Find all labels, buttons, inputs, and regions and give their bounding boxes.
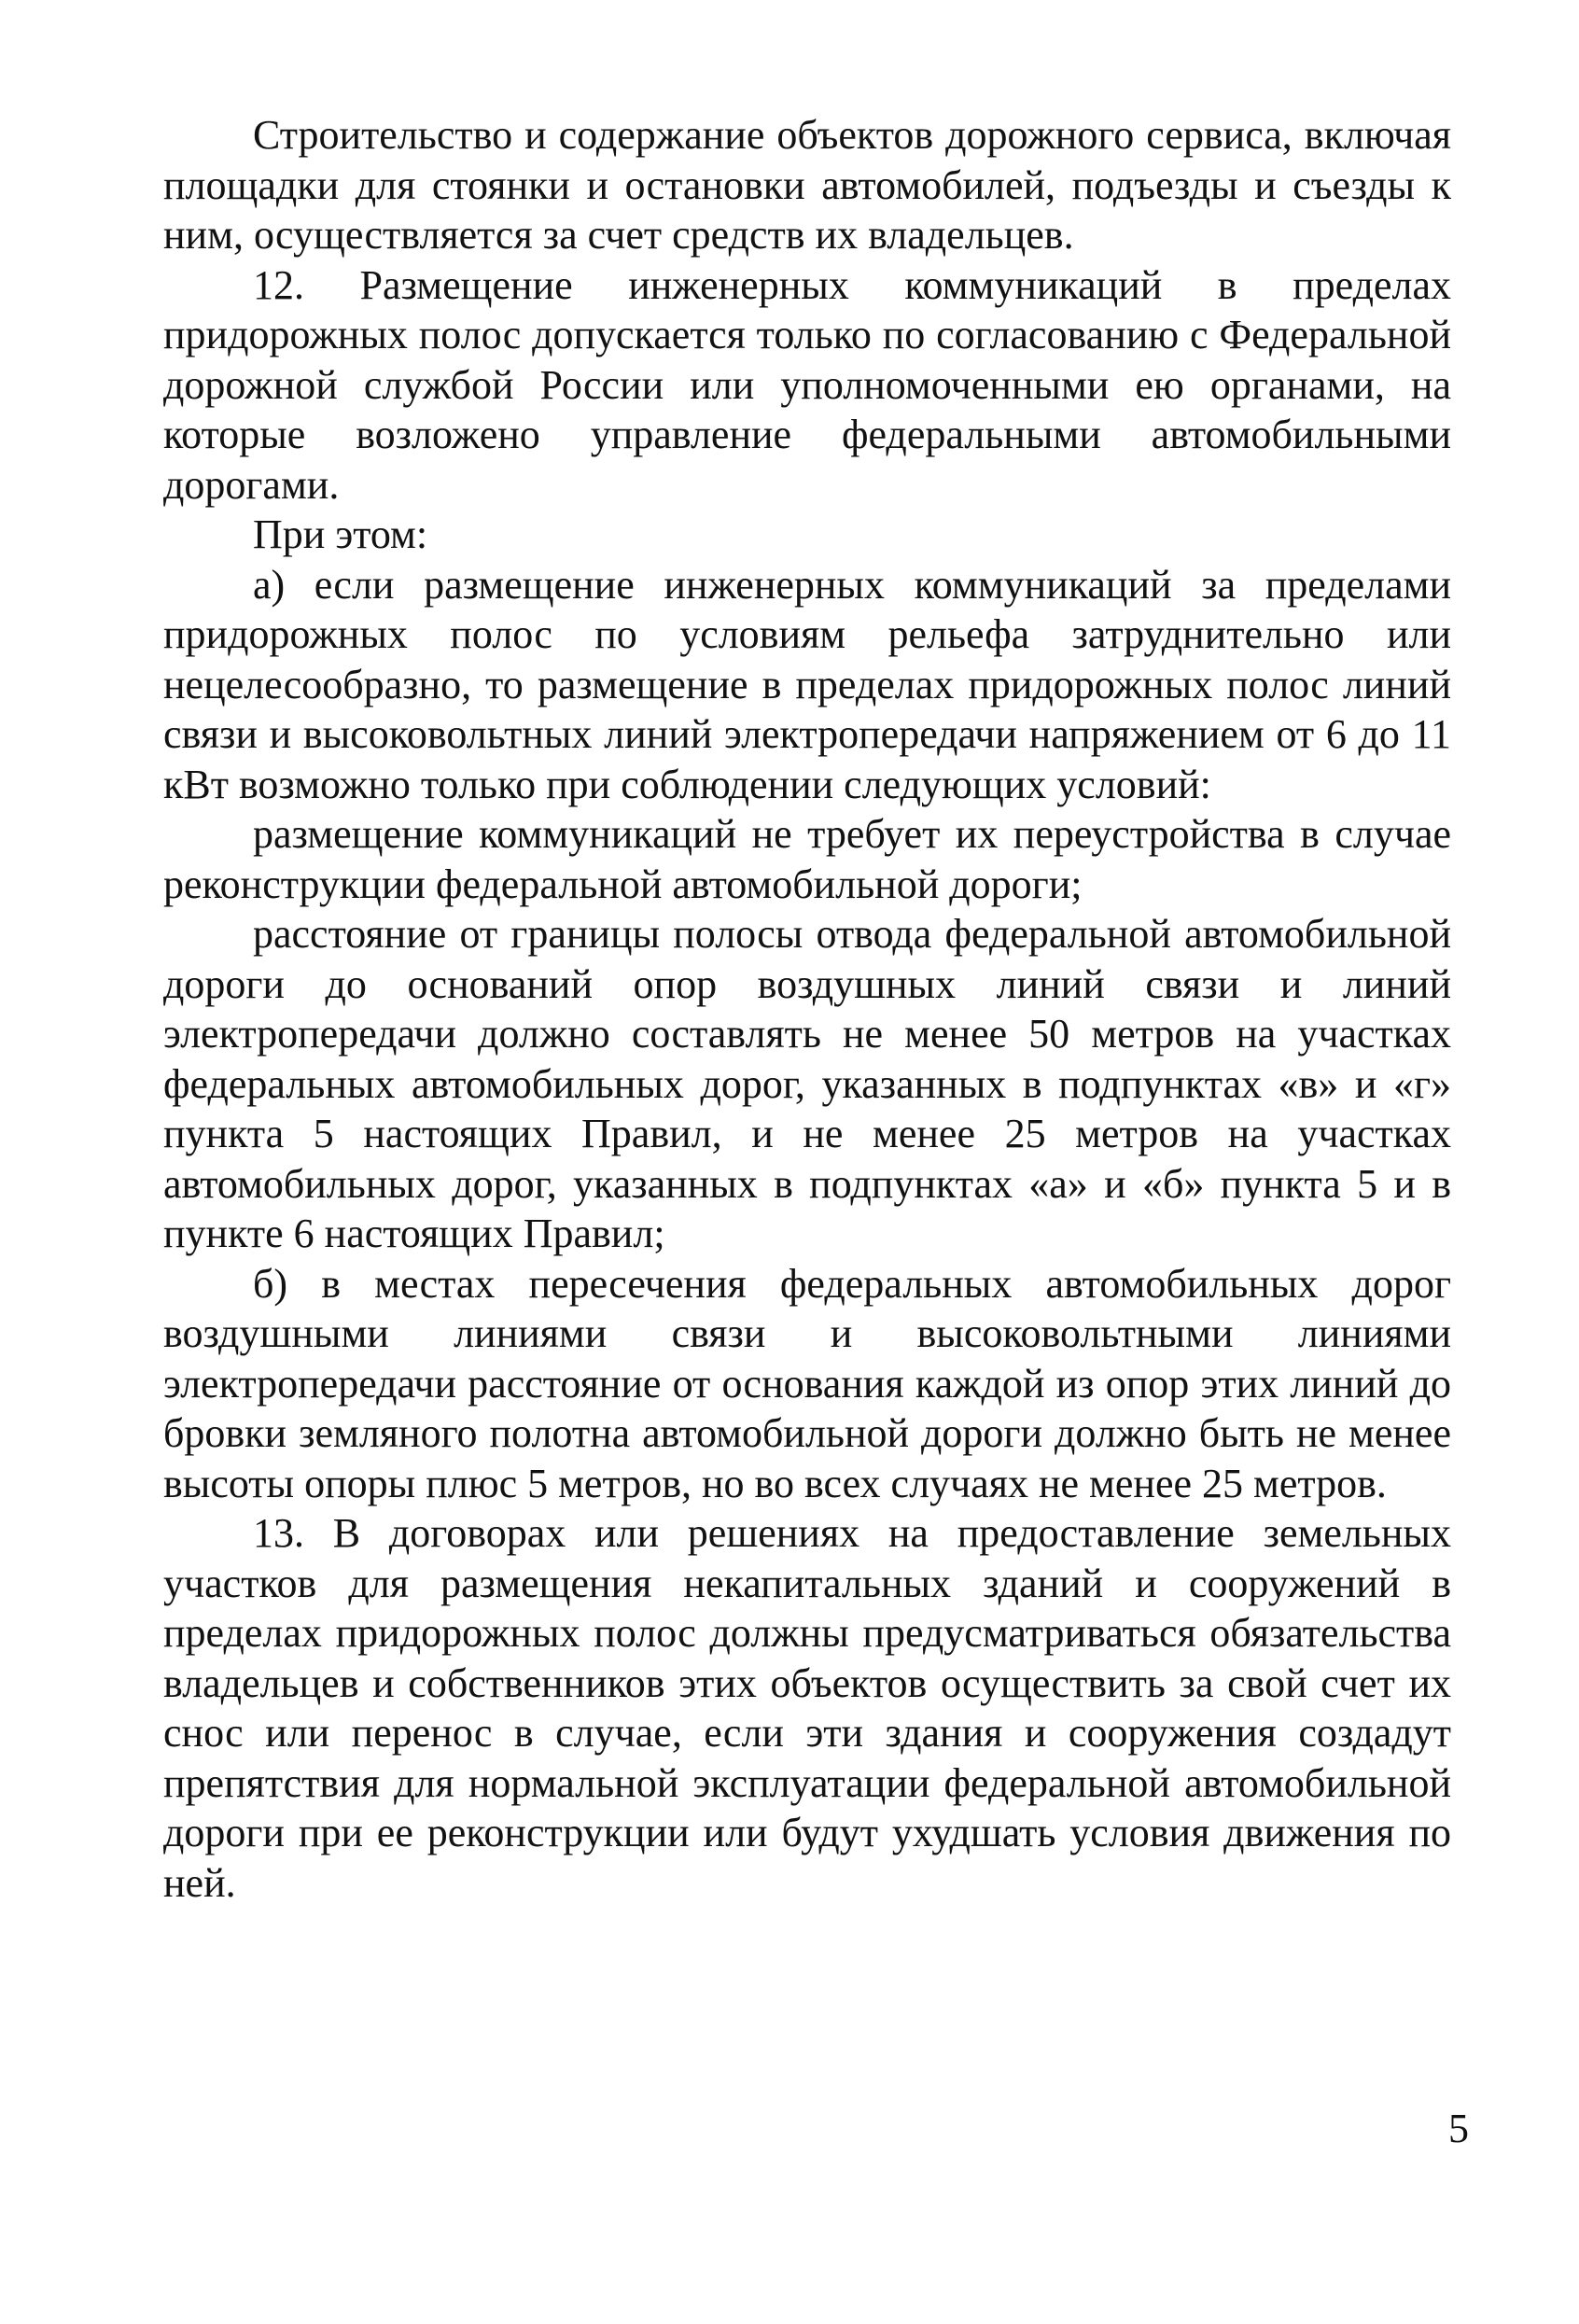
document-page [163, 110, 1451, 1908]
paragraph-item-12: 12. Размещение инженерных коммуникаций в пределах придорожных полос допускается только по согласованию с Федеральной дорожной службой России или уполномоченными ею органами, на которые возложено управление федеральными автомобильными дорогами. [163, 261, 1451, 508]
paragraph-intro-conditions: При этом: [253, 511, 428, 557]
paragraph-item-13: 13. В договорах или решениях на предоставление земельных участков для размещения некапитальных зданий и сооружений в пределах придорожных полос должны предусматриваться обязательства владельцев и собственников этих объектов осуществить за свой счет их снос или перенос в случае, если эти здания и сооружения создадут препятствия для нормальной эксплуатации федеральной автомобильной дороги при ее реконструкции или будут ухудшать условия движения по ней. [163, 1510, 1451, 1906]
paragraph-subitem-a: а) если размещение инженерных коммуникаций за пределами придорожных полос по условиям рельефа затруднительно или нецелесообразно, то размещение в пределах придорожных полос линий связи и высоковольтных линий электропередачи напряжением от 6 до 11 кВт возможно только при соблюдении следующих условий: [163, 561, 1451, 807]
paragraph-condition-1: размещение коммуникаций не требует их переустройства в случае реконструкции федеральной автомобильной дороги; [163, 811, 1451, 907]
page-number: 5 [1448, 2106, 1469, 2151]
paragraph-subitem-b: б) в местах пересечения федеральных автомобильных дорог воздушными линиями связи и высоковольтными линиями электропередачи расстояние от основания каждой из опор этих линий до бровки земляного полотна автомобильной дороги должно быть не менее высоты опоры плюс 5 метров, но во всех случаях не менее 25 метров. [163, 1260, 1451, 1506]
paragraph-roadside-service: Строительство и содержание объектов дорожного сервиса, включая площадки для стоянки и остановки автомобилей, подъезды и съезды к ним, осуществляется за счет средств их владельцев. [163, 112, 1451, 258]
paragraph-condition-2: расстояние от границы полосы отвода федеральной автомобильной дороги до оснований опор воздушных линий связи и линий электропередачи должно составлять не менее 50 метров на участках федеральных автомобильных дорог, указанных в подпунктах «в» и «г» пункта 5 настоящих Правил, и не менее 25 метров на участках автомобильных дорог, указанных в подпунктах «а» и «б» пункта 5 и в пункте 6 настоящих Правил; [163, 911, 1451, 1256]
